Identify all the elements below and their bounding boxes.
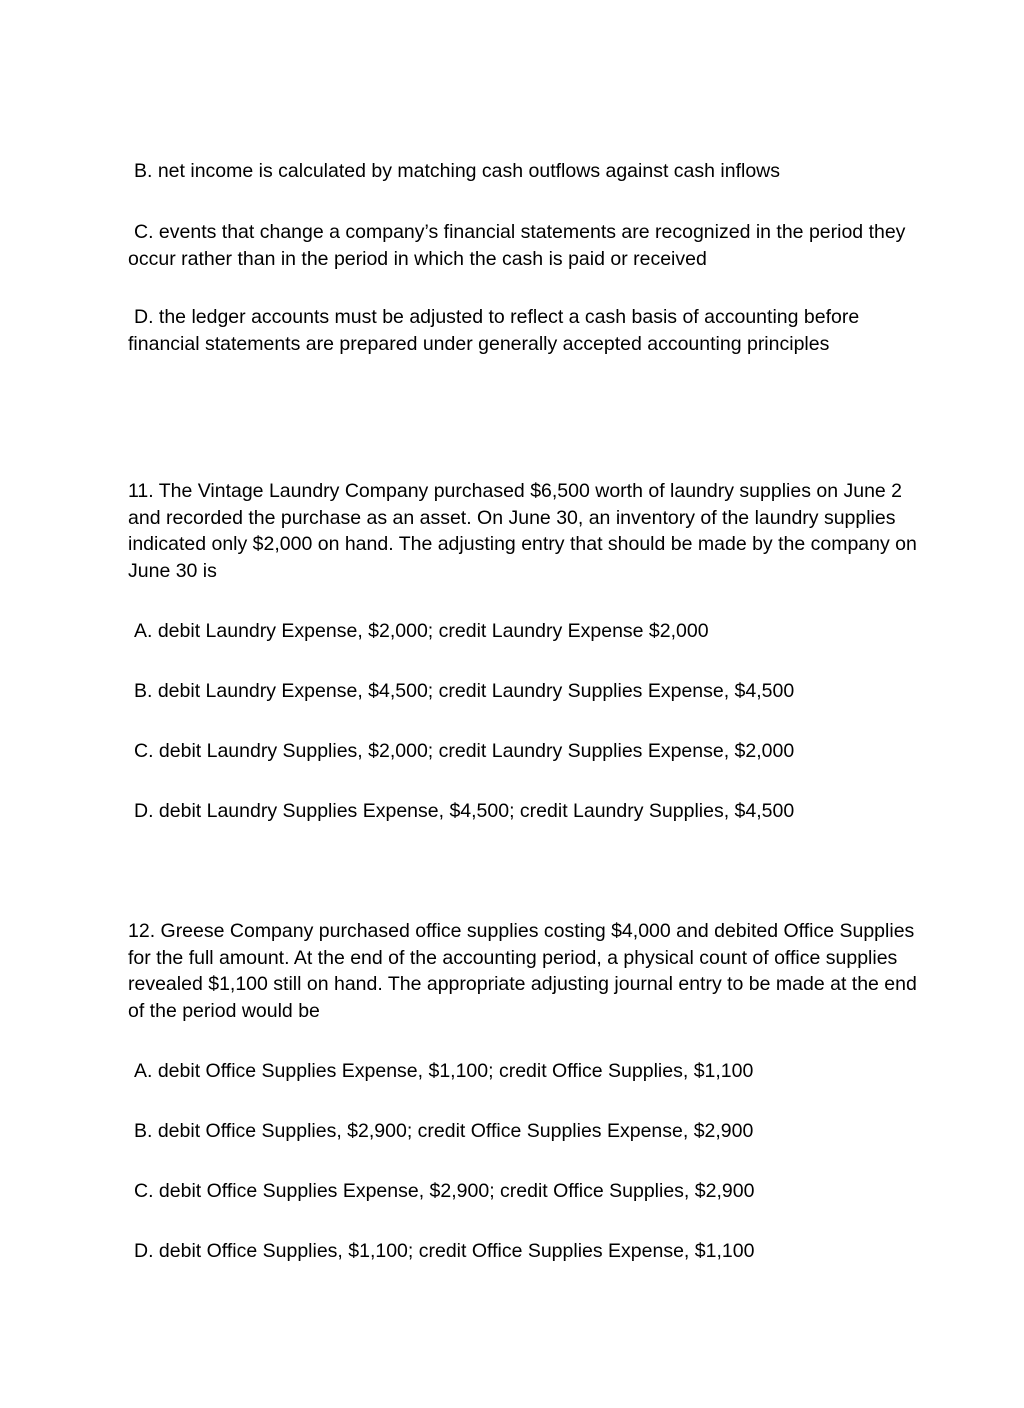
q12-question: 12. Greese Company purchased office supplies costing $4,000 and debited Office Supplies for the full amount. At the end of the accounting period, a physical count of office supplies revealed $1,100 still on hand. The appropriate adjusting journal entry to be made at the end of the period would be — [128, 920, 917, 1022]
q10-option-d: D. the ledger accounts must be adjusted to reflect a cash basis of accounting before financial statements are prepared under generally accepted accounting principles — [128, 306, 860, 355]
q12-option-a: A. debit Office Supplies Expense, $1,100; credit Office Supplies, $1,100 — [134, 1060, 754, 1082]
q11-option-b: B. debit Laundry Expense, $4,500; credit Laundry Supplies Expense, $4,500 — [134, 680, 795, 702]
q10-option-b: B. net income is calculated by matching cash outflows against cash inflows — [134, 160, 780, 182]
q12-option-d: D. debit Office Supplies, $1,100; credit Office Supplies Expense, $1,100 — [134, 1240, 755, 1262]
q11-option-d: D. debit Laundry Supplies Expense, $4,500; credit Laundry Supplies, $4,500 — [134, 800, 795, 822]
q11-option-a: A. debit Laundry Expense, $2,000; credit Laundry Expense $2,000 — [134, 620, 709, 642]
q12-option-c: C. debit Office Supplies Expense, $2,900; credit Office Supplies, $2,900 — [134, 1180, 755, 1202]
q12-option-b: B. debit Office Supplies, $2,900; credit Office Supplies Expense, $2,900 — [134, 1120, 754, 1142]
q11-question: 11. The Vintage Laundry Company purchased $6,500 worth of laundry supplies on June 2 and recorded the purchase as an asset. On June 30, an inventory of the laundry supplies indicated only $2,000 on hand. The adjusting entry that should be made by the company on June 30 is — [128, 480, 917, 582]
q11-option-c: C. debit Laundry Supplies, $2,000; credit Laundry Supplies Expense, $2,000 — [134, 740, 795, 762]
q10-option-c: C. events that change a company’s financial statements are recognized in the period they occur rather than in the period in which the cash is paid or received — [128, 221, 906, 270]
